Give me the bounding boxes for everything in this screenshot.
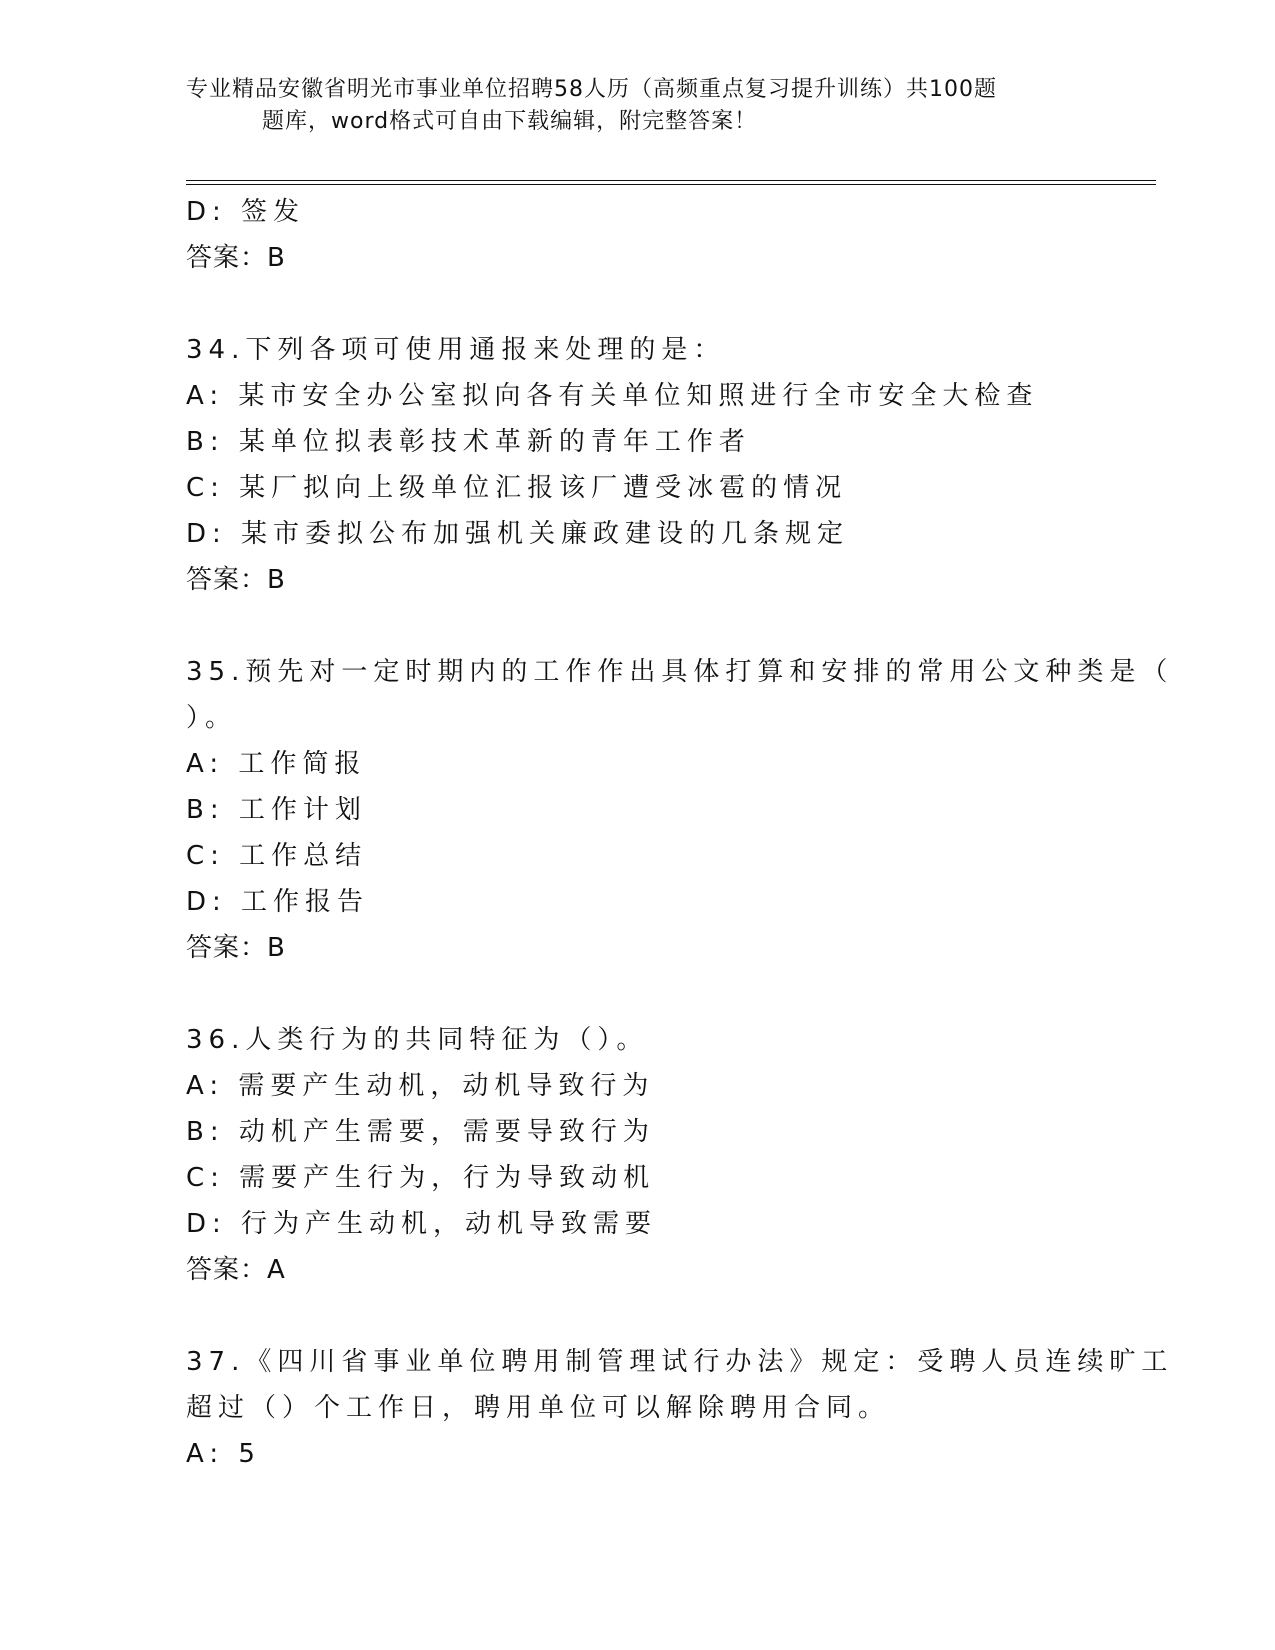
option-b: B: 某单位拟表彰技术革新的青年工作者: [186, 427, 751, 457]
option-a: A: 5: [186, 1439, 261, 1469]
header-title-line2: 题库，word格式可自由下载编辑，附完整答案！: [262, 109, 758, 134]
header-divider-bottom: [186, 184, 1156, 185]
option-a: A: 某市安全办公室拟向各有关单位知照进行全市安全大检查: [186, 381, 1039, 411]
option-d: D: 工作报告: [186, 887, 370, 917]
answer: 答案：B: [186, 565, 286, 595]
prev-question-answer: 答案：B: [186, 243, 286, 273]
question-36: [186, 1017, 1086, 1293]
question-stem-line2: ）。: [186, 703, 238, 733]
page-header: [186, 74, 1086, 138]
option-c: C: 某厂拟向上级单位汇报该厂遭受冰雹的情况: [186, 473, 848, 503]
option-a: A: 需要产生动机，动机导致行为: [186, 1071, 655, 1101]
question-stem-line1: 35.预先对一定时期内的工作作出具体打算和安排的常用公文种类是（: [186, 657, 1174, 687]
option-c: C: 工作总结: [186, 841, 368, 871]
option-b: B: 工作计划: [186, 795, 367, 825]
question-stem: 36.人类行为的共同特征为（）。: [186, 1025, 649, 1055]
spacer: [186, 971, 1086, 1017]
answer: 答案：A: [186, 1255, 286, 1285]
option-d: D: 某市委拟公布加强机关廉政建设的几条规定: [186, 519, 850, 549]
answer: 答案：B: [186, 933, 286, 963]
question-34: [186, 327, 1086, 603]
option-c: C: 需要产生行为，行为导致动机: [186, 1163, 656, 1193]
question-stem-line1: 37.《四川省事业单位聘用制管理试行办法》规定：受聘人员连续旷工: [186, 1347, 1174, 1377]
question-37: [186, 1339, 1174, 1477]
spacer: [186, 603, 1086, 649]
option-a: A: 工作简报: [186, 749, 367, 779]
question-stem-line2: 超过（）个工作日，聘用单位可以解除聘用合同。: [186, 1393, 891, 1423]
header-divider-top: [186, 180, 1156, 181]
spacer: [186, 281, 1086, 327]
spacer: [186, 1293, 1086, 1339]
option-d: D: 行为产生动机，动机导致需要: [186, 1209, 658, 1239]
document-body: [186, 189, 1174, 1477]
question-35: [186, 649, 1174, 971]
header-title-line1: 专业精品安徽省明光市事业单位招聘58人历（高频重点复习提升训练）共100题: [186, 77, 997, 102]
prev-question-option-d: D: 签发: [186, 197, 306, 227]
question-stem: 34.下列各项可使用通报来处理的是：: [186, 335, 726, 365]
option-b: B: 动机产生需要，需要导致行为: [186, 1117, 655, 1147]
